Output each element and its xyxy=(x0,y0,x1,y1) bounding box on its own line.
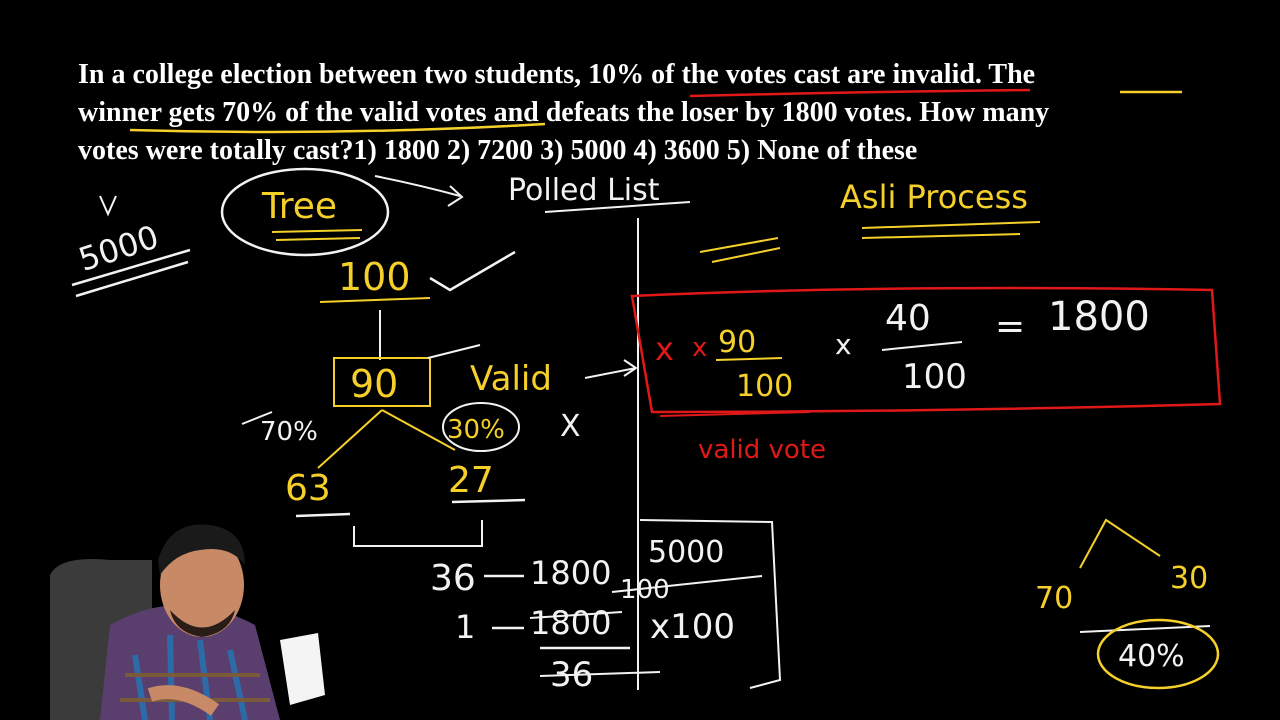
split-branches xyxy=(1080,520,1160,568)
asli-underline-2 xyxy=(862,234,1020,238)
asli-label: Asli Process xyxy=(840,178,1028,216)
eq-den1: 100 xyxy=(736,369,794,404)
underline-winner xyxy=(130,124,545,132)
question-line-3: votes were totally cast?1) 1800 2) 7200 3) 5000 4) 3600 5) None of these xyxy=(78,135,918,166)
node-total: 100 xyxy=(338,255,411,299)
split-left: 70 xyxy=(1035,581,1074,616)
calc-times-100: x100 xyxy=(650,607,736,647)
question-line-1: In a college election between two students, 10% of the votes cast are invalid. The xyxy=(78,59,1036,90)
eq-times: x xyxy=(692,333,708,363)
calc-line2-left: 1 xyxy=(455,608,476,646)
arrow-head-icon xyxy=(448,186,462,206)
polled-label: Polled List xyxy=(508,173,660,208)
split-diff: 40% xyxy=(1118,639,1185,674)
answer-top: 5000 xyxy=(74,217,164,279)
underline-invalid xyxy=(690,90,1030,96)
eq-x: x xyxy=(655,330,674,368)
calc-line1-left: 36 xyxy=(430,558,476,599)
asli-underline-1 xyxy=(862,222,1040,228)
pct-loser: 30% xyxy=(447,415,505,445)
node-valid: 90 xyxy=(350,362,399,406)
arrow-valid-head-icon xyxy=(624,360,636,376)
eq-fraction-bar-2 xyxy=(882,342,962,350)
branch-left xyxy=(318,410,382,468)
split-right: 30 xyxy=(1170,561,1209,596)
tree-underline-2 xyxy=(276,238,360,240)
calc-result: 5000 xyxy=(648,535,725,570)
eq-num2: 40 xyxy=(885,298,931,339)
calc-line2-right: 1800 xyxy=(530,604,612,642)
valid-vote-label: valid vote xyxy=(698,435,827,465)
leaf-winner: 63 xyxy=(285,468,331,509)
tree-label: Tree xyxy=(262,186,338,227)
arrow-tree-to-polled xyxy=(375,176,460,196)
arrow-down-icon xyxy=(100,196,116,214)
pct-winner: 70% xyxy=(260,417,318,447)
x-mark: X xyxy=(560,409,581,444)
split-underline xyxy=(1080,626,1210,632)
eq-num1: 90 xyxy=(718,325,757,360)
tree-edge-valid xyxy=(428,345,480,358)
equal-mark-2 xyxy=(712,248,780,262)
calc-line1-right: 1800 xyxy=(530,554,612,592)
eq-result: 1800 xyxy=(1048,294,1150,340)
eq-den2: 100 xyxy=(902,357,967,397)
valid-label: Valid xyxy=(470,359,552,399)
presenter-video xyxy=(40,515,325,720)
eq-equals: = xyxy=(995,306,1026,347)
leaf-loser: 27 xyxy=(448,460,494,501)
calc-denominator: 36 xyxy=(550,655,594,695)
calc-struck-100: 100 xyxy=(620,575,670,605)
eq-times-2: x xyxy=(835,328,852,361)
tree-underline-1 xyxy=(272,230,362,232)
question-line-2: winner gets 70% of the valid votes and defeats the loser by 1800 votes. How many xyxy=(78,97,1050,128)
paper-icon xyxy=(280,633,325,705)
check-icon xyxy=(430,252,515,290)
difference-bracket xyxy=(354,520,482,546)
